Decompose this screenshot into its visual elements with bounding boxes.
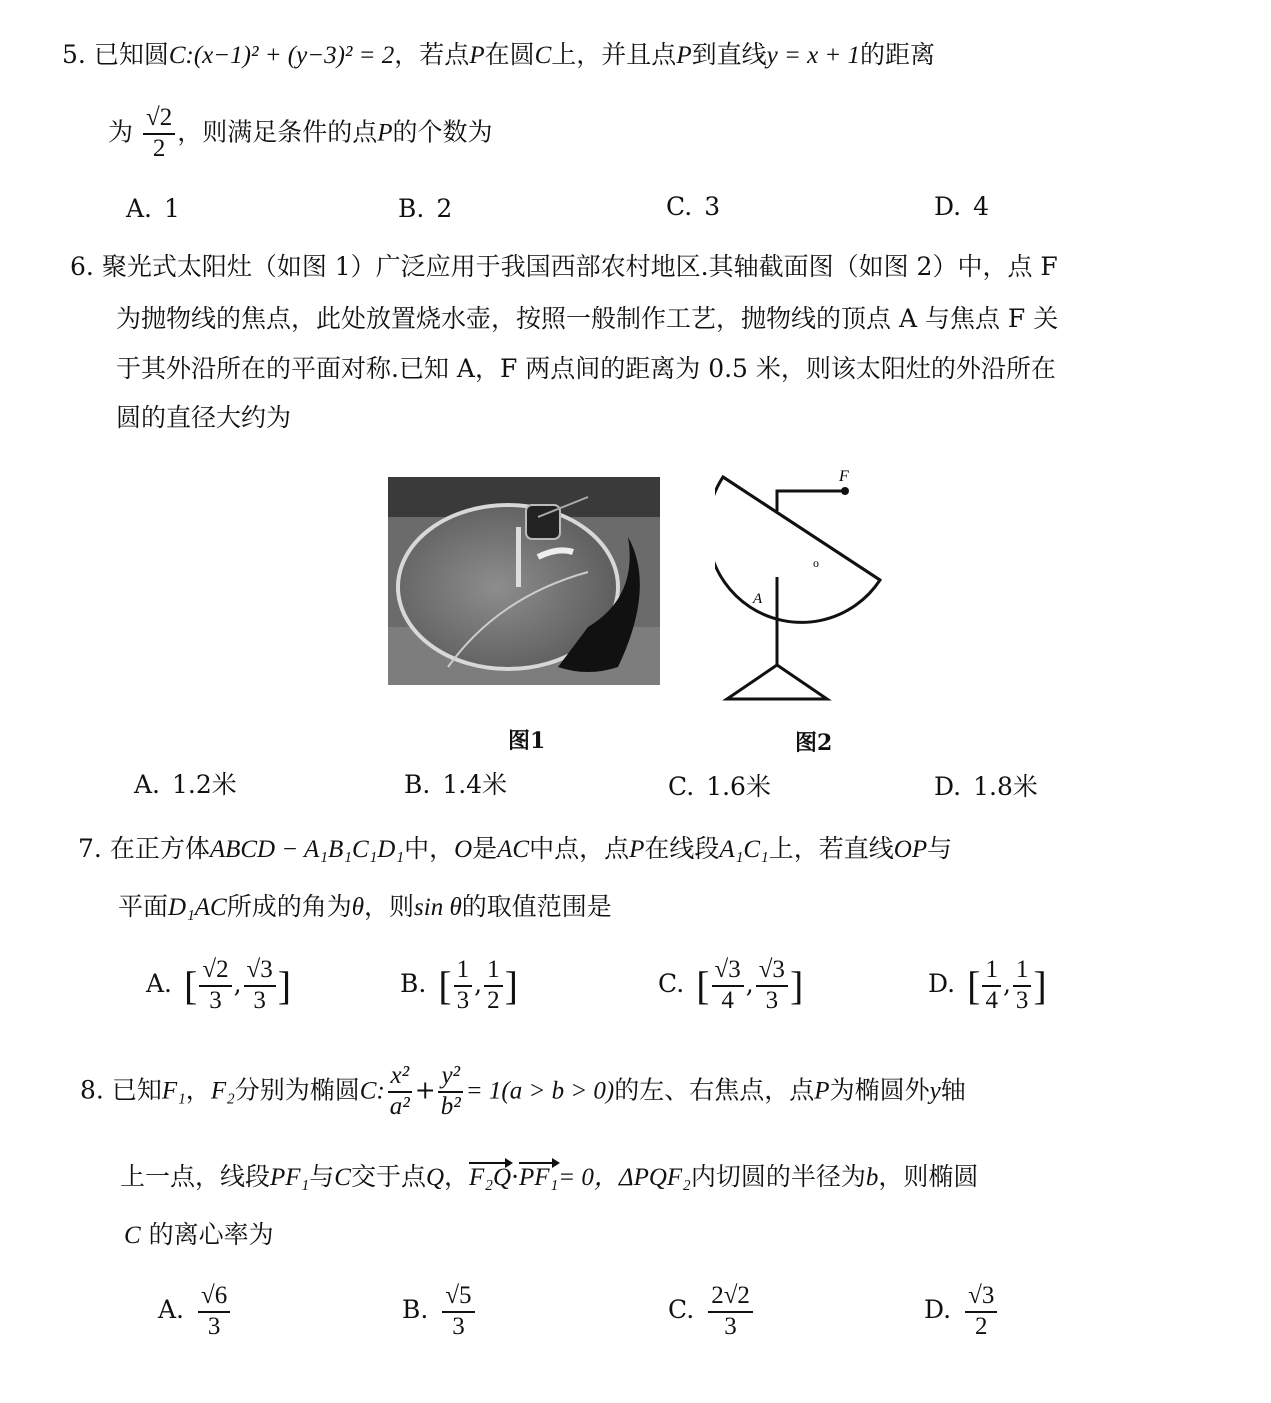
fraction-numerator: √3	[712, 956, 744, 987]
q8-option-c[interactable]	[668, 1282, 755, 1342]
option-label: A.	[146, 969, 173, 999]
fraction-numerator: 2√2	[708, 1282, 753, 1313]
q8-number: 8.	[80, 1075, 104, 1105]
q8-option-b[interactable]	[402, 1282, 477, 1342]
option-fraction-upper	[484, 956, 503, 1016]
option-label: D.	[934, 772, 962, 801]
q8-focus-f1: F₁	[161, 1077, 186, 1105]
fraction-denominator: 3	[456, 986, 470, 1014]
q8-line2	[120, 1164, 978, 1190]
option-label: C.	[668, 1295, 695, 1325]
q8-y-fraction	[438, 1062, 464, 1122]
q6-number: 6.	[70, 252, 94, 281]
q7-line1	[78, 836, 952, 862]
q7-text: 中点，点	[529, 834, 630, 863]
option-open-bracket: [	[967, 962, 981, 1008]
q8-text: ，则椭圆	[878, 1162, 979, 1191]
q5-text: 到直线	[691, 40, 767, 69]
q8-text: 与	[309, 1162, 335, 1191]
cross-section-diagram	[715, 465, 885, 705]
fraction-denominator: b²	[440, 1092, 461, 1120]
label-f: F	[839, 468, 849, 485]
q8-ellipse-c: C	[334, 1164, 351, 1191]
q7-text: 所成的角为	[226, 892, 352, 921]
q6-text: 聚光式太阳灶（如图 1）广泛应用于我国西部农村地区.其轴截面图（如图 2）中，点 F	[101, 252, 1058, 281]
q5-point-p: P	[676, 42, 692, 69]
q7-text: 是	[472, 834, 498, 863]
q6-option-d[interactable]	[934, 774, 1038, 799]
option-value: 3	[704, 192, 721, 221]
q8-equation-tail: = 1(a > b > 0)	[465, 1077, 615, 1105]
q7-text: ，则	[364, 892, 415, 921]
q6-option-c[interactable]	[668, 774, 771, 799]
option-fraction-lower	[712, 956, 744, 1016]
q5-text: ，则满足条件的点	[177, 117, 378, 147]
q8-text: 上一点，线段	[120, 1162, 271, 1191]
q8-text: ，	[185, 1075, 211, 1105]
fraction-denominator: 4	[721, 986, 734, 1014]
q8-point-q: Q	[425, 1164, 445, 1191]
q8-ellipse-c: C:	[359, 1077, 385, 1105]
q7-number: 7.	[78, 834, 102, 863]
q7-sin-theta: sin θ	[414, 894, 462, 921]
q8-vector-pf1: PF₁	[519, 1164, 559, 1191]
option-open-bracket: [	[184, 962, 198, 1008]
option-close-bracket: ]	[1033, 962, 1047, 1008]
option-label: B.	[398, 194, 425, 223]
option-value: 1	[164, 194, 180, 223]
option-label: B.	[404, 770, 431, 799]
q8-dot: ·	[511, 1162, 520, 1191]
q5-number: 5.	[62, 40, 86, 69]
option-fraction	[708, 1282, 753, 1342]
q8-segment-pf1: PF₁	[270, 1164, 310, 1191]
q8-option-a[interactable]	[158, 1282, 232, 1342]
q8-ellipse-c: C	[124, 1222, 141, 1249]
q5-text: 的个数为	[392, 117, 493, 147]
q7-text: 平面	[118, 892, 169, 921]
option-fraction-lower	[199, 956, 231, 1016]
q6-option-b[interactable]	[404, 772, 507, 797]
option-value: 1.8米	[973, 772, 1038, 801]
q8-text: 轴	[940, 1075, 966, 1105]
q5-text: 上，并且点	[551, 40, 677, 69]
q6-line4: 圆的直径大约为	[116, 403, 292, 432]
option-label: A.	[158, 1295, 185, 1325]
q7-text: 与	[927, 834, 953, 863]
figure-1-caption: 图1	[508, 728, 546, 754]
q7-point-p: P	[629, 836, 645, 863]
q7-option-d[interactable]: D. [ $\frac{1}{4}$ , $\frac{1}{3}$ ]	[928, 956, 1047, 1014]
fraction-denominator: 3	[207, 1312, 221, 1340]
option-label: C.	[658, 969, 685, 999]
fraction-numerator: √3	[756, 956, 788, 987]
q8-line1	[80, 1062, 966, 1122]
option-label: D.	[928, 969, 956, 999]
option-value: 4	[973, 192, 990, 221]
fraction-denominator: 3	[724, 1312, 737, 1340]
option-fraction	[965, 1282, 997, 1342]
option-label: A.	[134, 770, 161, 799]
fraction-numerator: √3	[965, 1282, 997, 1313]
option-label: A.	[126, 194, 153, 223]
option-fraction	[198, 1282, 230, 1342]
fraction-denominator: 3	[765, 986, 779, 1014]
q6-option-a[interactable]	[134, 772, 237, 797]
q5-point-p: P	[377, 119, 393, 147]
q5-line-equation: y = x + 1	[766, 42, 861, 69]
label-o: o	[813, 556, 819, 570]
option-label: B.	[400, 969, 427, 999]
q8-text: 内切圆的半径为	[690, 1162, 866, 1191]
q7-text: 中，	[404, 834, 455, 863]
q8-radius-b: b	[865, 1164, 879, 1191]
q7-point-o: O	[454, 836, 473, 863]
option-label: B.	[402, 1295, 429, 1325]
option-close-bracket: ]	[789, 962, 804, 1008]
q5-option-a[interactable]	[126, 196, 180, 221]
q7-text: 的取值范围是	[461, 892, 612, 921]
option-fraction-lower	[982, 956, 1001, 1016]
option-value: 1.2米	[172, 770, 237, 799]
q5-point-p: P	[469, 42, 485, 69]
q8-text: 已知	[111, 1075, 162, 1105]
q7-text: 在线段	[644, 834, 720, 863]
q8-plus: +	[414, 1075, 436, 1105]
q7-theta: θ	[351, 894, 365, 921]
q5-circle-equation: C:(x−1)² + (y−3)² = 2	[168, 42, 395, 69]
option-value: 1.4米	[442, 770, 508, 799]
q8-vector-f2q: F₂Q	[469, 1164, 512, 1191]
fraction-denominator: 3	[452, 1312, 465, 1340]
option-label: D.	[924, 1295, 952, 1325]
q8-point-p: P	[814, 1077, 830, 1105]
q8-line3	[124, 1222, 274, 1248]
fraction-numerator: 1	[454, 956, 473, 987]
q5-option-b[interactable]	[398, 196, 452, 221]
q5-circle-c: C	[534, 42, 552, 69]
figure-2-caption: 图2	[795, 730, 833, 756]
option-value: 2	[436, 194, 453, 223]
q5-line2	[108, 104, 493, 164]
q8-option-d[interactable]	[924, 1282, 999, 1342]
q7-text: 在正方体	[109, 834, 210, 863]
fraction-denominator: a²	[389, 1092, 410, 1120]
fraction-numerator: 1	[982, 956, 1001, 987]
q7-plane: D₁AC	[168, 894, 227, 921]
fraction-numerator: √3	[244, 956, 276, 987]
focus-point	[841, 487, 849, 495]
option-open-bracket: [	[438, 962, 452, 1008]
fraction-denominator: 3	[1015, 986, 1029, 1014]
q5-line1	[62, 42, 935, 68]
fraction-denominator: 3	[209, 986, 222, 1014]
fraction-numerator: √5	[442, 1282, 474, 1313]
option-value: 1.6米	[706, 772, 771, 801]
option-open-bracket: [	[696, 962, 710, 1008]
q8-y-axis: y	[929, 1077, 941, 1105]
fraction-numerator: 1	[1013, 956, 1032, 987]
option-label: C.	[666, 192, 693, 221]
fraction-numerator: y²	[438, 1062, 463, 1093]
q5-text: ，若点	[394, 40, 470, 69]
q5-option-d[interactable]	[934, 194, 989, 219]
solar-cooker-photo	[388, 477, 660, 685]
fraction-denominator: 2	[487, 986, 500, 1014]
q6-line1	[70, 254, 1058, 279]
q7-text: 上，若直线	[768, 834, 894, 863]
q8-text: 的左、右焦点，点	[614, 1075, 815, 1105]
fraction-numerator: x²	[388, 1062, 413, 1093]
label-a: A	[753, 591, 763, 607]
q8-focus-f2: F₂	[210, 1077, 235, 1105]
option-fraction-upper	[756, 956, 788, 1016]
option-fraction-upper	[244, 956, 276, 1016]
fraction-numerator: √2	[143, 104, 175, 135]
q5-text: 在圆	[484, 40, 535, 69]
q6-line3: 于其外沿所在的平面对称.已知 A，F 两点间的距离为 0.5 米，则该太阳灶的外沿所在	[116, 354, 1056, 383]
fraction-denominator: 4	[985, 986, 998, 1014]
q8-text: 的离心率为	[148, 1220, 274, 1249]
q8-x-fraction	[387, 1062, 413, 1122]
q8-text: 分别为椭圆	[234, 1075, 360, 1105]
q8-triangle: ΔPQF₂	[618, 1164, 691, 1191]
fraction-denominator: 3	[253, 986, 266, 1014]
q7-option-b[interactable]: B. [ $\frac{1}{3}$ , $\frac{1}{2}$ ]	[400, 956, 518, 1014]
q6-line2: 为抛物线的焦点，此处放置烧水壶，按照一般制作工艺，抛物线的顶点 A 与焦点 F 关	[116, 304, 1059, 333]
q7-option-c[interactable]: C. [ $\frac{√3}{4}$ , $\frac{√3}{3}$ ]	[658, 956, 804, 1014]
q7-line2	[118, 894, 612, 920]
q8-text: ，	[444, 1162, 470, 1191]
q8-text: 交于点	[350, 1162, 426, 1191]
option-fraction-upper	[1013, 956, 1032, 1016]
option-label: D.	[934, 192, 962, 221]
q7-option-a[interactable]: A. [ $\frac{√2}{3}$ , $\frac{√3}{3}$ ]	[146, 956, 292, 1014]
q5-text: 的距离	[860, 40, 936, 69]
q5-text: 已知圆	[93, 40, 169, 69]
q7-segment-a1c1: A₁C₁	[719, 836, 769, 863]
option-fraction	[442, 1282, 474, 1342]
q5-text: 为	[108, 117, 134, 147]
q8-equals-zero: = 0，	[558, 1164, 619, 1191]
q7-cube-label: ABCD − A₁B₁C₁D₁	[209, 836, 405, 863]
q7-segment-ac: AC	[497, 836, 530, 863]
fraction-numerator: √2	[199, 956, 231, 987]
fraction-denominator: 2	[152, 134, 166, 162]
fraction-numerator: 1	[484, 956, 503, 987]
fraction-denominator: 2	[974, 1312, 988, 1340]
option-close-bracket: ]	[277, 962, 292, 1008]
q7-line-op: OP	[893, 836, 928, 863]
option-close-bracket: ]	[504, 962, 518, 1008]
option-fraction-lower	[454, 956, 473, 1016]
q5-distance-fraction	[143, 104, 175, 164]
option-label: C.	[668, 772, 695, 801]
q5-option-c[interactable]	[666, 194, 720, 219]
fraction-numerator: √6	[198, 1282, 230, 1313]
q8-text: 为椭圆外	[829, 1075, 930, 1105]
